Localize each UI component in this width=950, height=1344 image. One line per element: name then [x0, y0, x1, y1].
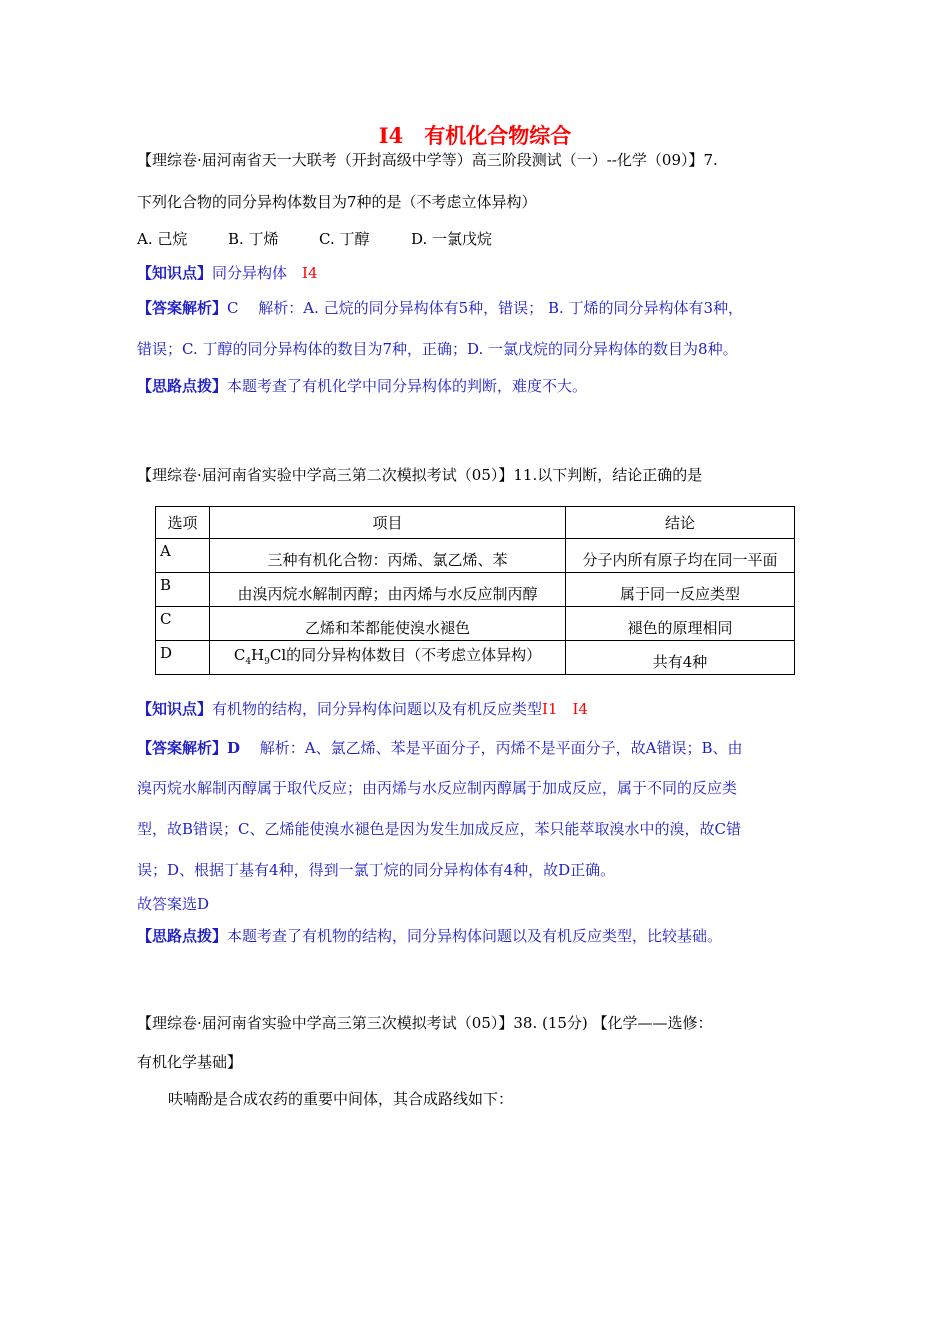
q2-table	[155, 506, 795, 675]
q1-option-c: C. 丁醇	[319, 230, 370, 248]
q1-source: 【理综卷·届河南省天一大联考（开封高级中学等）高三阶段测试（一）--化学（09）】7.	[137, 151, 718, 169]
q1-knowledge-point	[137, 263, 318, 283]
q1-option-d: D. 一氯戊烷	[411, 230, 493, 248]
table-cell-option: C	[156, 607, 210, 641]
q2-tip-label: 【思路点拨】	[137, 927, 228, 945]
table-cell-conclusion: 共有4种	[566, 641, 795, 675]
table-row	[156, 573, 795, 607]
q1-answer-line1	[137, 298, 743, 318]
q1-option-a: A. 己烷	[137, 230, 188, 248]
q1-tip-text: 本题考查了有机化学中同分异构体的判断，难度不大。	[227, 377, 588, 395]
table-row	[156, 539, 795, 573]
q2-tip	[137, 926, 722, 946]
q2-kp-text: 有机物的结构，同分异构体问题以及有机反应类型	[212, 700, 543, 718]
q1-kp-label: 【知识点】	[137, 264, 213, 282]
table-cell-item: 乙烯和苯都能使溴水褪色	[210, 607, 566, 641]
q3-source-line1: 【理综卷·届河南省实验中学高三第三次模拟考试（05）】38. (15分) 【化学——选修：	[137, 1014, 713, 1032]
q1-options	[137, 229, 492, 249]
q2-kp-code: I1 I4	[542, 700, 588, 718]
page-title: I4 有机化合物综合	[378, 123, 572, 148]
q1-option-b: B. 丁烯	[228, 230, 279, 248]
q2-answer-line4: 误；D、根据丁基有4种，得到一氯丁烷的同分异构体有4种，故D正确。	[137, 861, 616, 879]
q1-tip-label: 【思路点拨】	[137, 377, 228, 395]
q1-question: 下列化合物的同分异构体数目为7种的是（不考虑立体异构）	[137, 193, 537, 211]
table-cell-conclusion: 属于同一反应类型	[566, 573, 795, 607]
q2-ans-label: 【答案解析】D	[137, 739, 241, 757]
table-cell-option: A	[156, 539, 210, 573]
q3-intro: 呋喃酚是合成农药的重要中间体，其合成路线如下：	[168, 1090, 514, 1108]
table-row	[156, 641, 795, 675]
q2-ans-text1: 解析：A、氯乙烯、苯是平面分子，丙烯不是平面分子，故A错误；B、由	[240, 739, 743, 757]
table-cell-item: $C_4H_9Cl$的同分异构体数目（不考虑立体异构）	[210, 641, 566, 675]
table-row	[156, 607, 795, 641]
table-cell-item: 三种有机化合物：丙烯、氯乙烯、苯	[210, 539, 566, 573]
q1-tip	[137, 376, 587, 396]
table-cell-conclusion: 褪色的原理相同	[566, 607, 795, 641]
table-cell-conclusion: 分子内所有原子均在同一平面	[566, 539, 795, 573]
q1-kp-code: I4	[302, 264, 318, 282]
q1-ans-text1: C 解析：A. 己烷的同分异构体有5种，错误； B. 丁烯的同分异构体有3种，	[227, 299, 744, 317]
q2-answer-line1	[137, 738, 742, 758]
q1-kp-text: 同分异构体	[212, 264, 288, 282]
table-header-item: 项目	[210, 507, 566, 539]
table-cell-option: B	[156, 573, 210, 607]
table-cell-item: 由溴丙烷水解制丙醇；由丙烯与水反应制丙醇	[210, 573, 566, 607]
q2-source: 【理综卷·届河南省实验中学高三第二次模拟考试（05）】11.以下判断，结论正确的是	[137, 466, 703, 484]
q3-source-line2: 有机化学基础】	[137, 1053, 243, 1071]
q2-kp-label: 【知识点】	[137, 700, 213, 718]
q2-answer-line3: 型，故B错误；C、乙烯能使溴水褪色是因为发生加成反应，苯只能萃取溴水中的溴，故C错	[137, 820, 741, 838]
table-header-option: 选项	[156, 507, 210, 539]
q2-answer-final: 故答案选D	[137, 895, 210, 913]
q2-answer-line2: 溴丙烷水解制丙醇属于取代反应；由丙烯与水反应制丙醇属于加成反应，属于不同的反应类	[137, 779, 738, 797]
q2-tip-text: 本题考查了有机物的结构，同分异构体问题以及有机反应类型，比较基础。	[227, 927, 723, 945]
q2-knowledge-point	[137, 699, 588, 719]
table-header-row	[156, 507, 795, 539]
q1-answer-line2: 错误；C. 丁醇的同分异构体的数目为7种，正确；D. 一氯戊烷的同分异构体的数目为8种。	[137, 340, 738, 358]
table-cell-option: D	[156, 641, 210, 675]
table-header-conclusion: 结论	[566, 507, 795, 539]
q1-ans-label: 【答案解析】	[137, 299, 228, 317]
